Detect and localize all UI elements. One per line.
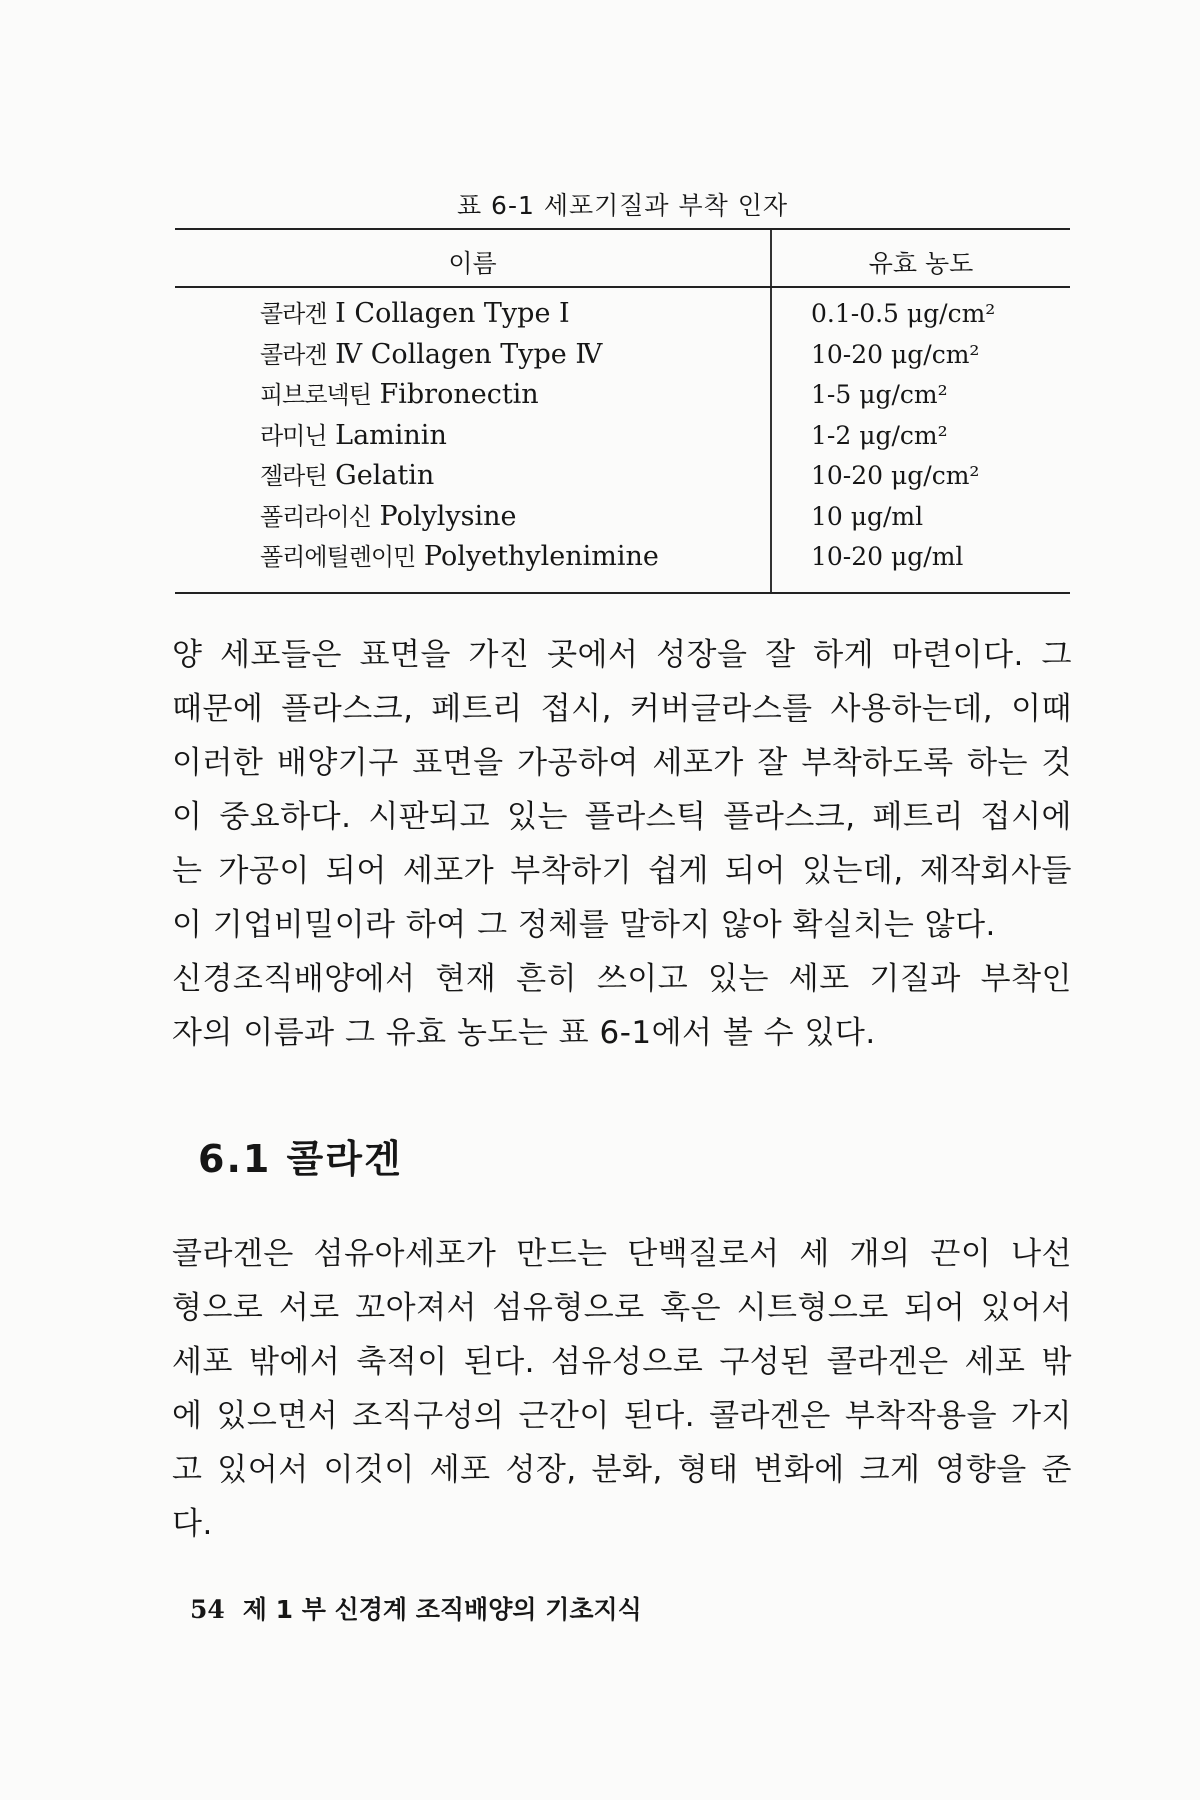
table-row-name — [260, 497, 659, 538]
table-row-name — [260, 456, 659, 497]
english-name: Polylysine — [379, 500, 517, 532]
text-line: 이 기업비밀이라 하여 그 정체를 말하지 않아 확실치는 않다. — [172, 907, 996, 943]
text-line: 때문에 플라스크, 페트리 접시, 커버글라스를 사용하는데, 이때 — [172, 691, 1072, 727]
header-concentration: 유효 농도 — [868, 249, 974, 278]
table-row-name — [260, 537, 659, 578]
english-name: Fibronectin — [379, 379, 539, 410]
english-name: Laminin — [335, 419, 447, 451]
paragraph-collagen — [172, 1227, 1072, 1551]
table-cell-concentration: 10-20 μg/cm² — [811, 461, 980, 490]
text-line: 이 중요하다. 시판되고 있는 플라스틱 플라스크, 페트리 접시에 — [172, 799, 1072, 835]
paragraph-intro — [172, 628, 1072, 1060]
text-line: 고 있어서 이것이 세포 성장, 분화, 형태 변화에 크게 영향을 준 — [172, 1452, 1072, 1488]
header-name: 이름 — [448, 249, 497, 278]
table-cell-concentration: 0.1-0.5 μg/cm² — [811, 299, 996, 328]
korean-name: 젤라틴 — [260, 462, 327, 490]
page-number: 54 — [190, 1595, 225, 1624]
running-title: 제 1 부 신경계 조직배양의 기초지식 — [242, 1595, 642, 1624]
section-heading: 6.1 콜라겐 — [198, 1137, 403, 1181]
substrate-table — [175, 228, 1070, 594]
text-line: 신경조직배양에서 현재 흔히 쓰이고 있는 세포 기질과 부착인 — [172, 961, 1072, 997]
korean-name: 콜라겐 — [260, 340, 327, 369]
table-cell-concentration: 10-20 μg/ml — [811, 542, 964, 571]
text-line: 자의 이름과 그 유효 농도는 표 6-1에서 볼 수 있다. — [172, 1015, 876, 1051]
table-row-name — [260, 294, 659, 335]
header-divider — [175, 286, 1070, 288]
korean-name: 콜라겐 — [260, 300, 327, 328]
text-line: 형으로 서로 꼬아져서 섬유형으로 혹은 시트형으로 되어 있어서 — [172, 1290, 1072, 1326]
text-line: 콜라겐은 섬유아세포가 만드는 단백질로서 세 개의 끈이 나선 — [172, 1236, 1072, 1272]
english-name: Gelatin — [335, 460, 435, 491]
text-line: 는 가공이 되어 세포가 부착하기 쉽게 되어 있는데, 제작회사들 — [172, 853, 1072, 889]
table-cell-concentration: 1-2 μg/cm² — [811, 420, 948, 450]
korean-name: 폴리에틸렌이민 — [260, 543, 416, 571]
table-row-name — [260, 416, 659, 457]
korean-name: 피브로넥틴 — [260, 381, 371, 409]
english-name: Polyethylenimine — [423, 541, 659, 572]
table-caption: 표 6-1 세포기질과 부착 인자 — [456, 191, 789, 220]
table-row-name — [260, 375, 659, 416]
korean-name: 라미닌 — [260, 421, 327, 450]
text-line: 다. — [172, 1506, 213, 1542]
concentration-column — [811, 294, 995, 578]
table-cell-concentration: 10 μg/ml — [811, 501, 924, 531]
text-line: 양 세포들은 표면을 가진 곳에서 성장을 잘 하게 마련이다. 그 — [172, 637, 1072, 673]
column-divider — [770, 230, 772, 592]
table-row-name — [260, 335, 659, 376]
text-line: 이러한 배양기구 표면을 가공하여 세포가 잘 부착하도록 하는 것 — [172, 745, 1072, 781]
text-line: 에 있으면서 조직구성의 근간이 된다. 콜라겐은 부착작용을 가지 — [172, 1398, 1072, 1434]
table-cell-concentration: 10-20 μg/cm² — [811, 339, 980, 369]
text-line: 세포 밖에서 축적이 된다. 섬유성으로 구성된 콜라겐은 세포 밖 — [172, 1344, 1072, 1380]
page-footer — [190, 1590, 642, 1626]
english-name: Ⅳ Collagen Type Ⅳ — [335, 338, 603, 370]
table-cell-concentration: 1-5 μg/cm² — [811, 380, 948, 409]
name-column — [260, 294, 659, 578]
korean-name: 폴리라이신 — [260, 502, 371, 531]
english-name: Ⅰ Collagen Type Ⅰ — [335, 298, 570, 329]
